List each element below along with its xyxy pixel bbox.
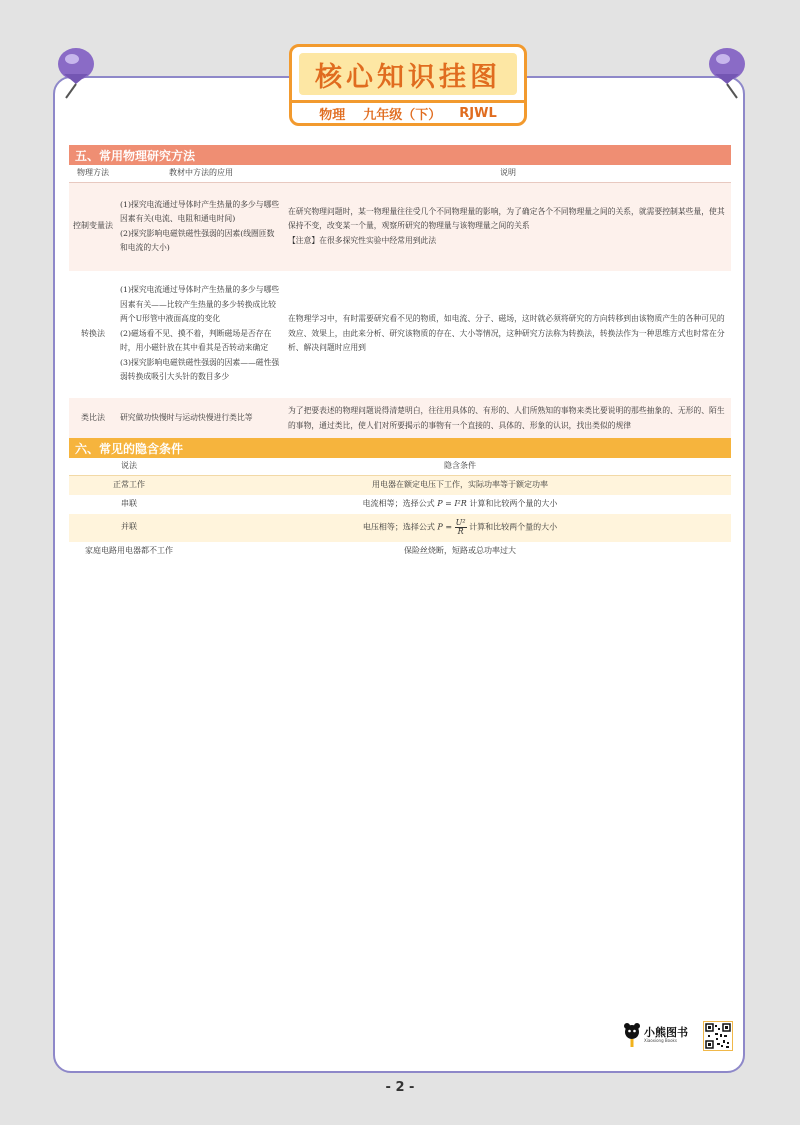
method-applications: 研究做功快慢时与运动快慢进行类比等 xyxy=(117,398,285,440)
condition-cell xyxy=(189,495,731,514)
condition-text: 电流相等；选择公式 xyxy=(362,498,435,508)
condition-text: 计算和比较两个量的大小 xyxy=(469,522,558,532)
condition-text: 计算和比较两个量的大小 xyxy=(469,498,558,508)
saying-cell: 正常工作 xyxy=(69,475,189,495)
logo-text-group xyxy=(644,1027,688,1043)
method-name: 转换法 xyxy=(69,271,117,398)
table-row xyxy=(69,182,731,271)
methods-table xyxy=(69,165,731,440)
page-title: 核心知识挂图 xyxy=(299,53,517,95)
saying-cell: 串联 xyxy=(69,495,189,514)
fraction xyxy=(455,519,467,536)
column-header: 教材中方法的应用 xyxy=(117,165,285,182)
fraction-denominator: R xyxy=(457,527,464,536)
logo-subtext: Xiaoxiong Books xyxy=(644,1038,677,1043)
pushpin-icon xyxy=(52,44,100,100)
table-header-row xyxy=(69,458,731,475)
method-applications: (1)探究电流通过导体时产生热量的多少与哪些因素有关——比较产生热量的多少转换成比较两个U形管中液面高度的变化 (2)磁场看不见、摸不着，判断磁场是否存在时，用小磁针放在其中看其是否转动来确定 (3)探究影响电磁铁磁性强弱的因素——磁性强弱转换成吸引大头针的数目多少 xyxy=(117,271,285,398)
table-row xyxy=(69,398,731,440)
section5-heading: 五、常用物理研究方法 xyxy=(69,145,731,165)
table-row xyxy=(69,495,731,514)
column-header: 说法 xyxy=(69,458,189,475)
condition-cell: 保险丝烧断，短路或总功率过大 xyxy=(189,542,731,561)
method-name: 控制变量法 xyxy=(69,182,117,271)
condition-cell: 用电器在额定电压下工作，实际功率等于额定功率 xyxy=(189,475,731,495)
table-row xyxy=(69,475,731,495)
table-row xyxy=(69,271,731,398)
method-explanation: 为了把要表述的物理问题说得清楚明白，往往用具体的、有形的、人们所熟知的事物来类比要说明的那些抽象的、无形的、陌生的事物，通过类比，使人们对所要揭示的事物有一个直接的、具体的、形象的认识，找出类似的规律 xyxy=(285,398,731,440)
method-explanation: 在物理学习中，有时需要研究看不见的物质，如电流、分子、磁场，这时就必须将研究的方向转移到由该物质产生的各种可见的效应、效果上，由此来分析、研究该物质的存在、大小等情况，这种研究方法称为转换法，转换法作为一种思维方式也时常在分析、解决问题时应用到 xyxy=(285,271,731,398)
formula: P = I²R xyxy=(437,498,467,508)
pushpin-icon xyxy=(703,44,751,100)
bear-logo-icon xyxy=(623,1022,641,1048)
title-banner xyxy=(289,44,527,126)
formula-lhs: P = xyxy=(437,522,453,532)
method-name: 类比法 xyxy=(69,398,117,440)
publisher-logo xyxy=(623,1021,693,1049)
conditions-table xyxy=(69,458,731,561)
fraction-numerator: U² xyxy=(455,518,466,527)
qr-code-icon xyxy=(703,1021,733,1051)
title-subline xyxy=(292,103,524,123)
saying-cell: 家庭电路用电器都不工作 xyxy=(69,542,189,561)
method-explanation: 在研究物理问题时，某一物理量往往受几个不同物理量的影响，为了确定各个不同物理量之间的关系，就需要控制某些量，使其保持不变，改变某一个量，观察所研究的物理量与该物理量之间的关系 【注意】在很多探究性实验中经常用到此法 xyxy=(285,182,731,271)
section6-heading: 六、常见的隐含条件 xyxy=(69,438,731,458)
grade-label: 九年级（下） xyxy=(363,107,442,123)
method-applications: (1)探究电流通过导体时产生热量的多少与哪些因素有关(电流、电阻和通电时间) (2)探究影响电磁铁磁性强弱的因素(线圈匝数和电流的大小) xyxy=(117,182,285,271)
logo-text: 小熊图书 xyxy=(644,1026,688,1039)
table-row xyxy=(69,542,731,561)
condition-cell xyxy=(189,514,731,542)
table-header-row xyxy=(69,165,731,182)
condition-text: 电压相等；选择公式 xyxy=(362,522,435,532)
column-header: 物理方法 xyxy=(69,165,117,182)
column-header: 说明 xyxy=(285,165,731,182)
page-number: - 2 - xyxy=(385,1080,415,1095)
subject-label: 物理 xyxy=(319,107,346,123)
saying-cell: 并联 xyxy=(69,514,189,542)
table-row xyxy=(69,514,731,542)
edition-label: RJWL xyxy=(459,105,497,121)
column-header: 隐含条件 xyxy=(189,458,731,475)
